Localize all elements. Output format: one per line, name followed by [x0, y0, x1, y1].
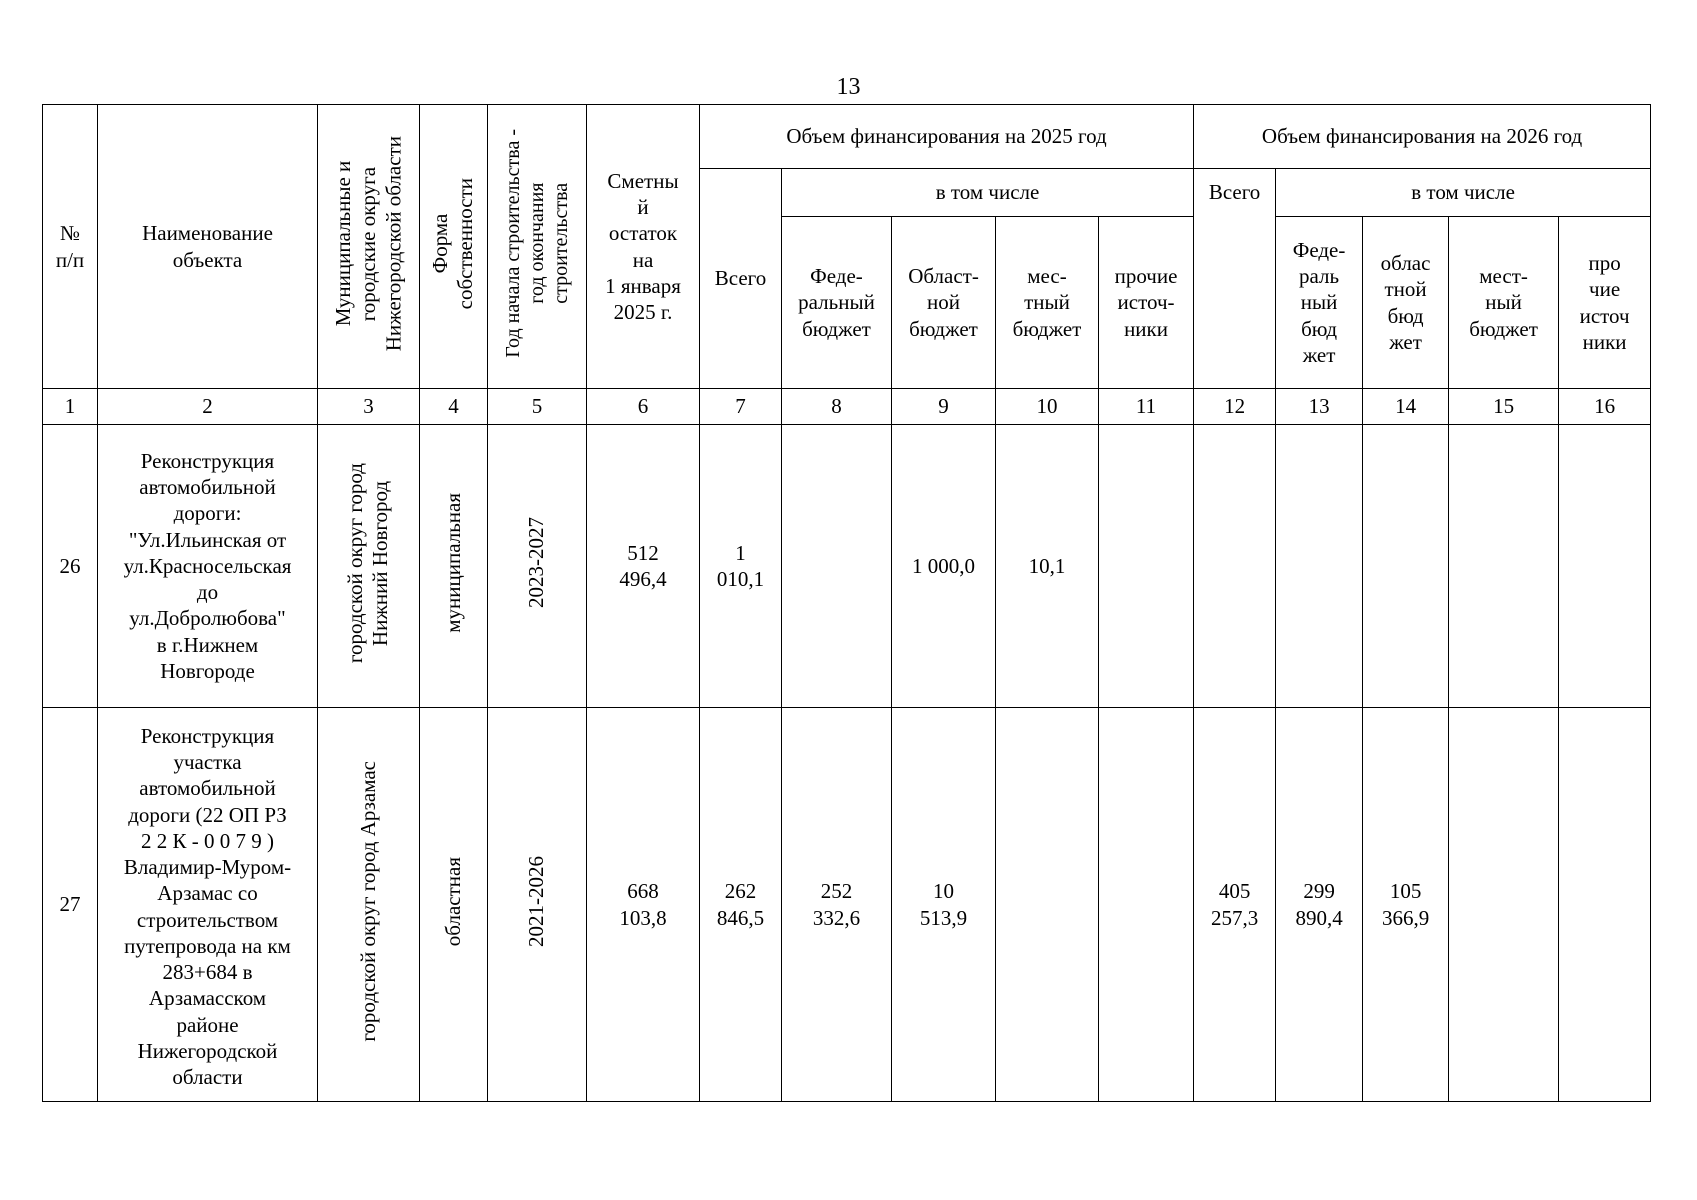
- other-2025-cell: [1099, 425, 1194, 708]
- federal-2026-cell: [1276, 425, 1363, 708]
- column-number: 2: [98, 389, 318, 425]
- regional-2025-cell: 10 513,9: [892, 708, 996, 1102]
- estimate-cell: 512 496,4: [587, 425, 700, 708]
- header-row-number: № п/п: [43, 105, 98, 389]
- object-name: Реконструкция участка автомобильной дороги (22 ОП РЗ 2 2 К - 0 0 7 9 ) Владимир-Муром- Арзамас со строительством путепровода на км 283+684 в Арзамасском районе Нижегородской области: [98, 708, 318, 1102]
- header-local-2025: мес- тный бюджет: [996, 217, 1099, 389]
- column-number: 6: [587, 389, 700, 425]
- column-number: 3: [318, 389, 420, 425]
- total-2026-cell: 405 257,3: [1194, 708, 1276, 1102]
- row-number: 27: [43, 708, 98, 1102]
- column-number: 16: [1559, 389, 1651, 425]
- header-other-2026: про чие источ ники: [1559, 217, 1651, 389]
- years-cell: 2023-2027: [488, 425, 587, 708]
- header-including-2026: в том числе: [1276, 169, 1651, 217]
- municipal-cell: городской округ город Нижний Новгород: [318, 425, 420, 708]
- object-name: Реконструкция автомобильной дороги: "Ул.Ильинская от ул.Красносельская до ул.Добролюбова" в г.Нижнем Новгороде: [98, 425, 318, 708]
- header-regional-2026: облас тной бюд жет: [1363, 217, 1449, 389]
- column-number: 15: [1449, 389, 1559, 425]
- column-number: 11: [1099, 389, 1194, 425]
- local-2026-cell: [1449, 425, 1559, 708]
- column-number: 1: [43, 389, 98, 425]
- column-number: 12: [1194, 389, 1276, 425]
- table-row: [43, 425, 1651, 708]
- column-number: 9: [892, 389, 996, 425]
- header-object-name: Наименование объекта: [98, 105, 318, 389]
- page-number: 13: [836, 74, 861, 100]
- column-number: 8: [782, 389, 892, 425]
- header-years: Год начала строительства - год окончания строительства: [488, 105, 587, 389]
- municipal-cell: городской округ город Арзамас: [318, 708, 420, 1102]
- column-number: 7: [700, 389, 782, 425]
- header-estimate: Сметны й остаток на 1 января 2025 г.: [587, 105, 700, 389]
- regional-2026-cell: [1363, 425, 1449, 708]
- ownership-cell: областная: [420, 708, 488, 1102]
- header-local-2026: мест- ный бюджет: [1449, 217, 1559, 389]
- local-2025-cell: [996, 708, 1099, 1102]
- regional-2026-cell: 105 366,9: [1363, 708, 1449, 1102]
- header-other-2025: прочие источ- ники: [1099, 217, 1194, 389]
- column-number: 10: [996, 389, 1099, 425]
- header-total-2026: Всего: [1194, 169, 1276, 389]
- column-number: 4: [420, 389, 488, 425]
- header-federal-2025: Феде- ральный бюджет: [782, 217, 892, 389]
- header-including-2025: в том числе: [782, 169, 1194, 217]
- column-number: 13: [1276, 389, 1363, 425]
- total-2025-cell: 262 846,5: [700, 708, 782, 1102]
- total-2026-cell: [1194, 425, 1276, 708]
- header-group-2025: Объем финансирования на 2025 год: [700, 105, 1194, 169]
- local-2026-cell: [1449, 708, 1559, 1102]
- column-number: 14: [1363, 389, 1449, 425]
- ownership-cell: муниципальная: [420, 425, 488, 708]
- federal-2025-cell: 252 332,6: [782, 708, 892, 1102]
- table-row: [43, 708, 1651, 1102]
- column-number-row: [43, 389, 1651, 425]
- local-2025-cell: 10,1: [996, 425, 1099, 708]
- header-regional-2025: Област- ной бюджет: [892, 217, 996, 389]
- column-number: 5: [488, 389, 587, 425]
- total-2025-cell: 1 010,1: [700, 425, 782, 708]
- regional-2025-cell: 1 000,0: [892, 425, 996, 708]
- header-group-2026: Объем финансирования на 2026 год: [1194, 105, 1651, 169]
- estimate-cell: 668 103,8: [587, 708, 700, 1102]
- other-2025-cell: [1099, 708, 1194, 1102]
- header-federal-2026: Феде- раль ный бюд жет: [1276, 217, 1363, 389]
- header-total-2025: Всего: [700, 169, 782, 389]
- other-2026-cell: [1559, 708, 1651, 1102]
- years-cell: 2021-2026: [488, 708, 587, 1102]
- federal-2026-cell: 299 890,4: [1276, 708, 1363, 1102]
- federal-2025-cell: [782, 425, 892, 708]
- header-municipal: Муниципальные и городские округа Нижегородской области: [318, 105, 420, 389]
- header-ownership: Форма собственности: [420, 105, 488, 389]
- financing-table: [42, 104, 1651, 1102]
- other-2026-cell: [1559, 425, 1651, 708]
- row-number: 26: [43, 425, 98, 708]
